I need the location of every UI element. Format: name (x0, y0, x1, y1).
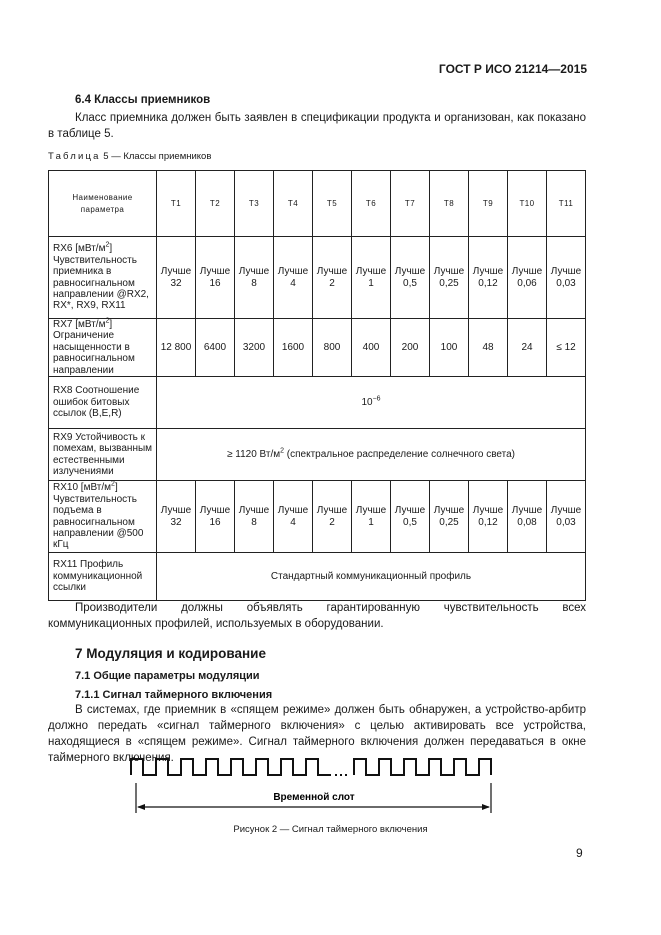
section-7-title: 7 Модуляция и кодирование (75, 646, 266, 661)
table-caption-text: 5 — Классы приемников (103, 151, 212, 162)
rx10-value: Лучше 16 (196, 481, 235, 553)
rx10-value: Лучше 0,25 (430, 481, 469, 553)
rx6-value: Лучше 0,12 (469, 237, 508, 319)
wakeup-pulses-left (131, 759, 331, 775)
table-row-rx7 (49, 319, 586, 377)
header-class: T3 (235, 171, 274, 237)
rx7-value: 3200 (235, 319, 274, 377)
rx7-value: 800 (313, 319, 352, 377)
table-header-row (49, 171, 586, 237)
rx6-value: Лучше 4 (274, 237, 313, 319)
rx10-value: Лучше 4 (274, 481, 313, 553)
header-class: T2 (196, 171, 235, 237)
rx9-value: ≥ 1120 $Вт/м^2$ (спектральное распределение солнечного света) (157, 429, 586, 481)
slot-arrow-head-right (482, 804, 490, 810)
rx6-name: RX6 $[мВт/м^2]$ Чувствительность приемника в равносигнальном направлении @RX2, RX*, RX9, RX11 (49, 237, 157, 319)
page-number: 9 (576, 846, 583, 860)
rx9-name: RX9 Устойчивость к помехам, вызванным естественными излучениями (49, 429, 157, 481)
rx7-value: 100 (430, 319, 469, 377)
header-class: T8 (430, 171, 469, 237)
rx7-value: ≤ 12 (547, 319, 586, 377)
rx11-value: Стандартный коммуникационный профиль (157, 553, 586, 601)
header-class: T4 (274, 171, 313, 237)
table-row-rx11 (49, 553, 586, 601)
section-7-1-1-text: В системах, где приемник в «спящем режиме» должен быть обнаружен, а устройство-арбитр должно передать «сигнал таймерного включения» с целью активировать все устройства, находящиеся в «спящем режиме». Сигнал таймерного включения должен передаваться в окне таймерного включения. (48, 704, 586, 764)
rx7-value: 12 800 (157, 319, 196, 377)
table-row-rx9 (49, 429, 586, 481)
rx7-value: 200 (391, 319, 430, 377)
rx6-value: Лучше 0,5 (391, 237, 430, 319)
table-row-rx10 (49, 481, 586, 553)
wakeup-signal-diagram (130, 755, 500, 817)
wakeup-pulses-right (354, 759, 491, 775)
rx7-value: 400 (352, 319, 391, 377)
rx7-value: 24 (508, 319, 547, 377)
time-slot-label: Временной слот (273, 792, 355, 803)
rx10-value: Лучше 0,12 (469, 481, 508, 553)
section-7-1-title: 7.1 Общие параметры модуляции (75, 670, 260, 682)
rx6-value: Лучше 16 (196, 237, 235, 319)
rx6-value: Лучше 0,25 (430, 237, 469, 319)
header-class: T9 (469, 171, 508, 237)
header-class: T11 (547, 171, 586, 237)
table-caption (48, 151, 211, 162)
header-class: T6 (352, 171, 391, 237)
rx7-value: 1600 (274, 319, 313, 377)
document-header: ГОСТ Р ИСО 21214—2015 (438, 62, 587, 76)
rx6-value: Лучше 8 (235, 237, 274, 319)
rx10-value: Лучше 8 (235, 481, 274, 553)
table-row-rx6 (49, 237, 586, 319)
rx11-name: RX11 Профиль коммуникационной ссылки (49, 553, 157, 601)
rx7-name: RX7 $[мВт/м^2]$ Ограничение насыщенности в равносигнальном направлении (49, 319, 157, 377)
rx10-value: Лучше 0,08 (508, 481, 547, 553)
rx10-value: Лучше 0,5 (391, 481, 430, 553)
slot-arrow-head-left (137, 804, 145, 810)
rx8-name: RX8 Соотношение ошибок битовых ссылок (B,E,R) (49, 377, 157, 429)
section-6-4-intro: Класс приемника должен быть заявлен в спецификации продукта и организован, как показано в таблице 5. (48, 112, 586, 140)
rx10-value: Лучше 32 (157, 481, 196, 553)
rx6-value: Лучше 0,03 (547, 237, 586, 319)
section-6-4-title: 6.4 Классы приемников (75, 94, 211, 106)
header-class: T1 (157, 171, 196, 237)
rx6-value: Лучше 32 (157, 237, 196, 319)
header-class: T7 (391, 171, 430, 237)
rx10-value: Лучше 0,03 (547, 481, 586, 553)
rx10-name: RX10 $[мВт/м^2]$ Чувствительность подъема в равносигнальном направлении @500 кГц (49, 481, 157, 553)
rx6-value: Лучше 0,06 (508, 237, 547, 319)
receiver-classes-table (48, 170, 586, 601)
table-row-rx8 (49, 377, 586, 429)
rx7-value: 48 (469, 319, 508, 377)
rx10-value: Лучше 2 (313, 481, 352, 553)
rx10-value: Лучше 1 (352, 481, 391, 553)
header-class: T5 (313, 171, 352, 237)
header-param-name: Наименование параметра (49, 171, 157, 237)
rx7-value: 6400 (196, 319, 235, 377)
rx8-value: $10^{-6}$ (157, 377, 586, 429)
header-class: T10 (508, 171, 547, 237)
rx6-value: Лучше 1 (352, 237, 391, 319)
figure-caption: Рисунок 2 — Сигнал таймерного включения (233, 824, 428, 835)
after-table-paragraph: Производители должны объявлять гарантированную чувствительность всех коммуникационных профилей, используемых в оборудовании. (48, 602, 586, 630)
rx6-value: Лучше 2 (313, 237, 352, 319)
section-7-1-1-title: 7.1.1 Сигнал таймерного включения (75, 689, 273, 701)
table-caption-label: Таблица (48, 151, 101, 162)
